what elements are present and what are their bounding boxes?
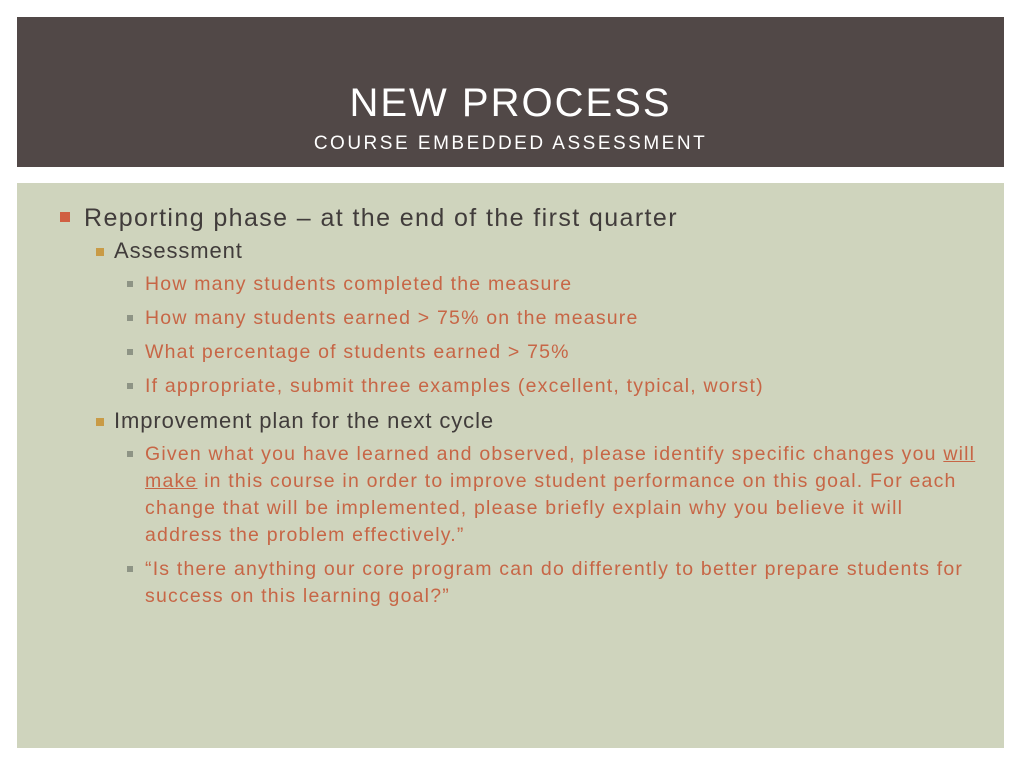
improvement-item-text: “Is there anything our core program can do differently to better prepare students for success on this learning goal?” — [145, 558, 964, 607]
improvement-plan-label: Improvement plan for the next cycle — [114, 408, 494, 433]
square-bullet-icon — [127, 315, 133, 321]
square-bullet-icon — [127, 281, 133, 287]
underlined-emphasis: will make — [145, 443, 976, 492]
square-bullet-icon — [127, 349, 133, 355]
content-area — [17, 183, 1004, 748]
list-item — [114, 556, 977, 610]
assessment-label: Assessment — [114, 238, 243, 263]
title-bar — [17, 17, 1004, 167]
list-item — [114, 339, 977, 366]
improvement-items — [114, 441, 977, 610]
sub-list — [84, 238, 977, 610]
improvement-text-before: Given what you have learned and observed, please identify specific changes you — [145, 443, 944, 465]
slide-subtitle: COURSE EMBEDDED ASSESSMENT — [313, 133, 708, 154]
list-item — [114, 441, 977, 549]
list-item — [114, 305, 977, 332]
reporting-phase-text: Reporting phase – at the end of the first quarter — [84, 204, 678, 232]
list-item — [114, 271, 977, 298]
improvement-text-after: in this course in order to improve student performance on this goal. For each change that will be implemented, please briefly explain why you believe it will address the problem effectively.” — [145, 470, 957, 546]
slide-title: NEW PROCESS — [349, 81, 672, 125]
assessment-item-text: How many students completed the measure — [145, 273, 573, 295]
improvement-item-text — [145, 441, 977, 549]
assessment-items — [114, 271, 977, 400]
assessment-item-text: What percentage of students earned > 75% — [145, 341, 570, 363]
square-bullet-icon — [127, 566, 133, 572]
square-bullet-icon — [60, 212, 70, 222]
bullet-list — [17, 203, 977, 610]
square-bullet-icon — [127, 451, 133, 457]
list-item-reporting-phase — [17, 203, 977, 610]
square-bullet-icon — [127, 383, 133, 389]
square-bullet-icon — [96, 418, 104, 426]
assessment-item-text: If appropriate, submit three examples (excellent, typical, worst) — [145, 375, 764, 397]
list-item-improvement-plan — [84, 408, 977, 610]
assessment-item-text: How many students earned > 75% on the measure — [145, 307, 639, 329]
list-item-assessment — [84, 238, 977, 400]
square-bullet-icon — [96, 248, 104, 256]
list-item — [114, 373, 977, 400]
